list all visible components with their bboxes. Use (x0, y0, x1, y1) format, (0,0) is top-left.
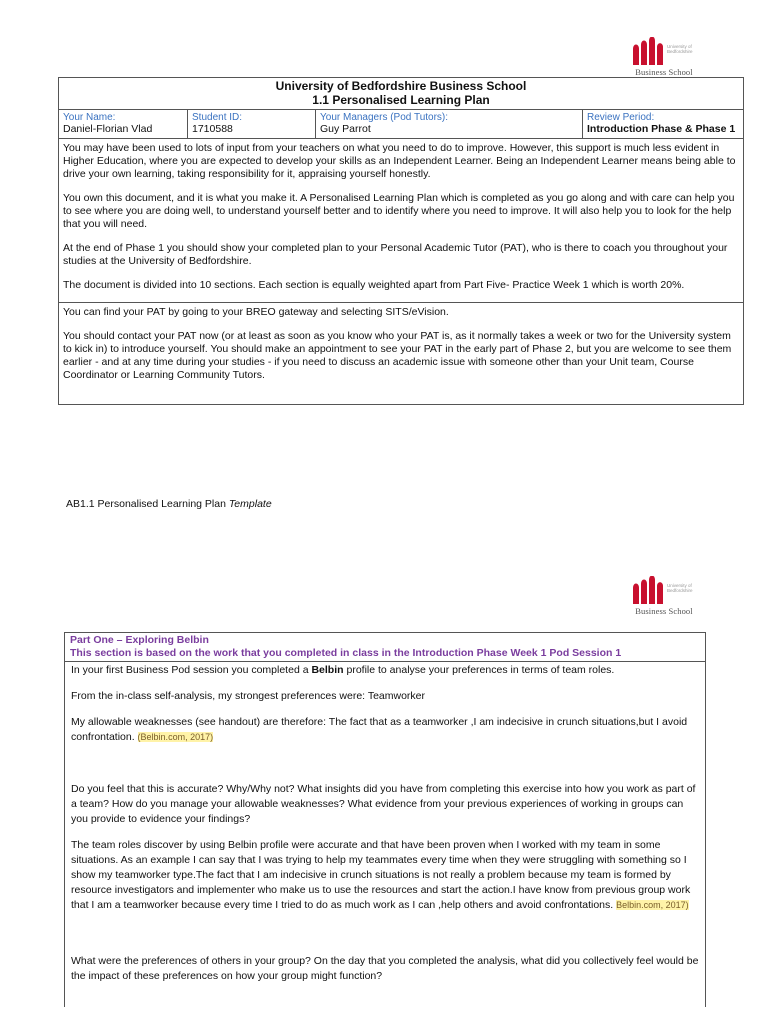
field-label: Student ID: (192, 112, 243, 123)
intro-paragraph: At the end of Phase 1 you should show your completed plan to your Personal Academic Tutor (PAT), who is there to coach you throughout your studies at the University of Bedfordshire. (63, 242, 728, 267)
part-one-content (65, 662, 705, 996)
field-name (59, 110, 188, 139)
field-student-id (188, 110, 316, 139)
logo-mark-icon (627, 37, 701, 67)
university-logo (627, 37, 701, 77)
pat-cell (59, 303, 744, 405)
field-review-period (583, 110, 744, 139)
pat-paragraph: You can find your PAT by going to your BREO gateway and selecting SITS/eVision. (63, 306, 449, 318)
part-one-section (64, 632, 706, 1007)
logo-text: Business School (635, 67, 693, 77)
belbin-intro: In your first Business Pod session you completed a Belbin profile to analyse your preferences in terms of team roles. (71, 664, 615, 676)
strongest-preferences: From the in-class self-analysis, my strongest preferences were: Teamworker (71, 690, 426, 702)
intro-paragraph: The document is divided into 10 sections. Each section is equally weighted apart from Part Five- Practice Week 1 which is worth 20%. (63, 279, 685, 291)
plan-subtitle: 1.1 Personalised Learning Plan (312, 93, 490, 107)
part-one-title: Part One – Exploring Belbin (70, 634, 209, 646)
pat-paragraph: You should contact your PAT now (or at least as soon as you know who your PAT is, as it normally takes a week or two for the University system to kick in) to introduce yourself. You should make an appointment to see your PAT in the early part of Phase 2, but you are welcome to see them earlier - and at any time during your studies - if you need to discuss an academic issue with someone other than your Unit team, Course Coordinator or Learning Community Tutors. (63, 330, 732, 381)
logo-mark-icon (627, 576, 701, 606)
plan-header (59, 78, 744, 110)
learning-plan-table (58, 77, 744, 405)
field-value: Daniel-Florian Vlad (63, 123, 153, 135)
answer-accuracy: The team roles discover by using Belbin profile were accurate and that have been proven when I worked with my team in some situations. As an example I can say that I was trying to help my teammates every time when they were struggling with something so I show my teamworker type.The fact that I am indecisive in crunch situations is not really a problem because my team is formed by resource investigators and implementer who make us to use the resources and start the action.I have know from previous group work that I am a teamworker because every time I tried to do as much work as I can ,help others and avoid confrontations. Belbin.com, 2017) (71, 839, 691, 911)
plan-title: University of Bedfordshire Business School (275, 79, 527, 93)
question-accuracy: Do you feel that this is accurate? Why/Why not? What insights did you have from completing this exercise into how you work as part of a team? How do you manage your allowable weaknesses? What evidence from your previous experiences of working in groups can you provide to evidence your findings? (71, 783, 696, 825)
logo-text: Business School (635, 606, 693, 616)
field-value: Introduction Phase & Phase 1 (587, 123, 736, 135)
citation: Belbin.com, 2017) (616, 900, 689, 910)
question-group-preferences: What were the preferences of others in your group? On the day that you completed the analysis, what did you collectively feel would be the impact of these preferences on how your group might function? (71, 955, 699, 982)
field-value: 1710588 (192, 123, 233, 135)
intro-paragraph: You own this document, and it is what you make it. A Personalised Learning Plan which is completed as you go along and with care can help you to see where you are doing well, to understand yourself better and to identify where you need to improve. It will also help you to look for the help that you will need. (63, 192, 735, 230)
field-label: Your Managers (Pod Tutors): (320, 112, 449, 123)
university-logo (627, 576, 701, 616)
field-value: Guy Parrot (320, 123, 371, 135)
part-one-subtitle: This section is based on the work that you completed in class in the Introduction Phase Week 1 Pod Session 1 (70, 647, 622, 659)
field-label: Review Period: (587, 112, 655, 123)
template-caption: AB1.1 Personalised Learning Plan Template (66, 498, 272, 510)
intro-cell (59, 139, 744, 303)
part-one-heading (65, 633, 705, 662)
logo-university-text: University of Bedfordshire (667, 44, 693, 54)
citation: (Belbin.com, 2017) (137, 732, 214, 742)
logo-university-text: University of Bedfordshire (667, 583, 693, 593)
field-managers (316, 110, 583, 139)
field-label: Your Name: (63, 112, 116, 123)
allowable-weaknesses: My allowable weaknesses (see handout) are therefore: The fact that as a teamworker ,I am indecisive in crunch situations,but I avoid confrontation. (Belbin.com, 2017) (71, 716, 688, 743)
intro-paragraph: You may have been used to lots of input from your teachers on what you need to do to improve. However, this support is much less evident in Higher Education, where you are expected to develop your skills as an Independent Learner. Being an Independent Learner means being able to drive your own learning, taking responsibility for it, appraising yourself honestly. (63, 142, 736, 180)
